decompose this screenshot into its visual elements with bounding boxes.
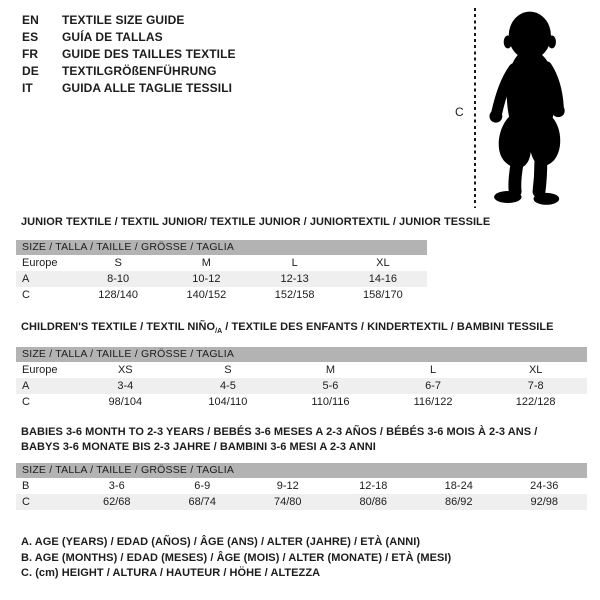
row-label: C <box>22 496 30 508</box>
value-cell: 104/110 <box>208 396 248 408</box>
row-label: A <box>22 273 30 285</box>
children-title-pre: CHILDREN'S TEXTILE / TEXTIL NIÑO <box>21 321 216 333</box>
size-header-band: SIZE / TALLA / TAILLE / GRÖSSE / TAGLIA <box>16 240 427 255</box>
size-cell: M <box>325 364 336 376</box>
language-title: GUÍA DE TALLAS <box>62 30 163 44</box>
value-cell: 7-8 <box>527 380 544 392</box>
table-row-age <box>16 271 427 287</box>
value-cell: 122/128 <box>515 396 556 408</box>
language-code: EN <box>22 13 39 27</box>
babies-title-line1: BABIES 3-6 MONTH TO 2-3 YEARS / BEBÉS 3-6 MESES A 2-3 AÑOS / BÉBÉS 3-6 MOIS À 2-3 ANS / <box>21 426 538 438</box>
value-cell: 110/116 <box>311 396 350 408</box>
table-row-age <box>16 378 587 394</box>
size-cell: S <box>224 364 232 376</box>
language-row <box>22 12 236 29</box>
value-cell: 18-24 <box>444 480 473 492</box>
language-code: FR <box>22 47 39 61</box>
value-cell: 92/98 <box>530 496 559 508</box>
language-row <box>22 46 236 63</box>
value-cell: 9-12 <box>276 480 299 492</box>
children-title-post: / TEXTILE DES ENFANTS / KINDERTEXTIL / BAMBINI TESSILE <box>222 321 554 333</box>
size-cell: XS <box>117 364 133 376</box>
value-cell: 116/122 <box>413 396 453 408</box>
size-table-junior <box>16 240 427 303</box>
babies-title-line2: BABYS 3-6 MONATE BIS 2-3 JAHRE / BAMBINI 3-6 MESI A 2-3 ANNI <box>21 441 376 453</box>
value-cell: 8-10 <box>107 273 130 285</box>
value-cell: 10-12 <box>192 273 221 285</box>
size-cell: L <box>291 257 298 269</box>
junior-table-title: JUNIOR TEXTILE / TEXTIL JUNIOR/ TEXTILE JUNIOR / JUNIORTEXTIL / JUNIOR TESSILE <box>21 216 491 228</box>
language-title: GUIDA ALLE TAGLIE TESSILI <box>62 81 233 95</box>
row-label: Europe <box>22 257 58 269</box>
table-row-months <box>16 478 587 494</box>
value-cell: 68/74 <box>188 496 217 508</box>
height-measure-dashed-line <box>474 8 476 208</box>
row-label: Europe <box>22 364 58 376</box>
row-label: B <box>22 480 30 492</box>
size-cell: M <box>201 257 211 269</box>
value-cell: 12-13 <box>280 273 309 285</box>
value-cell: 158/170 <box>362 289 403 301</box>
table-row-sizes <box>16 255 427 271</box>
value-cell: 4-5 <box>219 380 236 392</box>
value-cell: 140/152 <box>186 289 227 301</box>
value-cell: 128/140 <box>98 289 138 301</box>
size-header-band: SIZE / TALLA / TAILLE / GRÖSSE / TAGLIA <box>16 463 587 478</box>
value-cell: 62/68 <box>102 496 131 508</box>
height-measure-label: C <box>455 105 464 119</box>
language-title: TEXTILGRÖßENFÜHRUNG <box>62 64 217 78</box>
value-cell: 24-36 <box>530 480 559 492</box>
value-cell: 152/158 <box>274 289 315 301</box>
language-code: ES <box>22 30 39 44</box>
footnote: B. AGE (MONTHS) / EDAD (MESES) / ÂGE (MOIS) / ALTER (MONATE) / ETÀ (MESI) <box>21 551 452 564</box>
row-label: A <box>22 380 30 392</box>
size-cell: S <box>114 257 122 269</box>
value-cell: 74/80 <box>273 496 302 508</box>
baby-silhouette-icon <box>482 8 574 213</box>
value-cell: 86/92 <box>444 496 473 508</box>
table-row-height <box>16 394 587 410</box>
row-label: C <box>22 289 30 301</box>
size-cell: XL <box>376 257 390 269</box>
footnotes <box>21 535 451 582</box>
value-cell: 12-18 <box>359 480 388 492</box>
language-title: TEXTILE SIZE GUIDE <box>62 13 185 27</box>
footnote: C. (cm) HEIGHT / ALTURA / HAUTEUR / HÖHE / ALTEZZA <box>21 567 321 579</box>
value-cell: 80/86 <box>359 496 388 508</box>
value-cell: 5-6 <box>322 380 339 392</box>
size-cell: XL <box>528 364 543 376</box>
children-title-sub: /A <box>215 328 223 336</box>
language-code: DE <box>22 64 39 78</box>
size-header-band: SIZE / TALLA / TAILLE / GRÖSSE / TAGLIA <box>16 347 587 362</box>
language-list <box>22 12 236 97</box>
size-cell: L <box>430 364 437 376</box>
babies-table-title <box>21 425 537 455</box>
language-row <box>22 63 236 80</box>
table-row-height <box>16 494 587 510</box>
size-table-children <box>16 347 587 410</box>
language-row <box>22 80 236 97</box>
footnote: A. AGE (YEARS) / EDAD (AÑOS) / ÂGE (ANS) / ALTER (JAHRE) / ETÀ (ANNI) <box>21 536 421 548</box>
language-title: GUIDE DES TAILLES TEXTILE <box>62 47 236 61</box>
table-row-sizes <box>16 362 587 378</box>
value-cell: 6-9 <box>194 480 211 492</box>
size-table-babies <box>16 463 587 510</box>
row-label: C <box>22 396 30 408</box>
table-row-height <box>16 287 427 303</box>
children-table-title <box>21 320 554 339</box>
language-row <box>22 29 236 46</box>
value-cell: 14-16 <box>368 273 397 285</box>
value-cell: 6-7 <box>425 380 442 392</box>
value-cell: 98/104 <box>108 396 143 408</box>
language-code: IT <box>22 81 33 95</box>
value-cell: 3-4 <box>117 380 134 392</box>
value-cell: 3-6 <box>108 480 125 492</box>
